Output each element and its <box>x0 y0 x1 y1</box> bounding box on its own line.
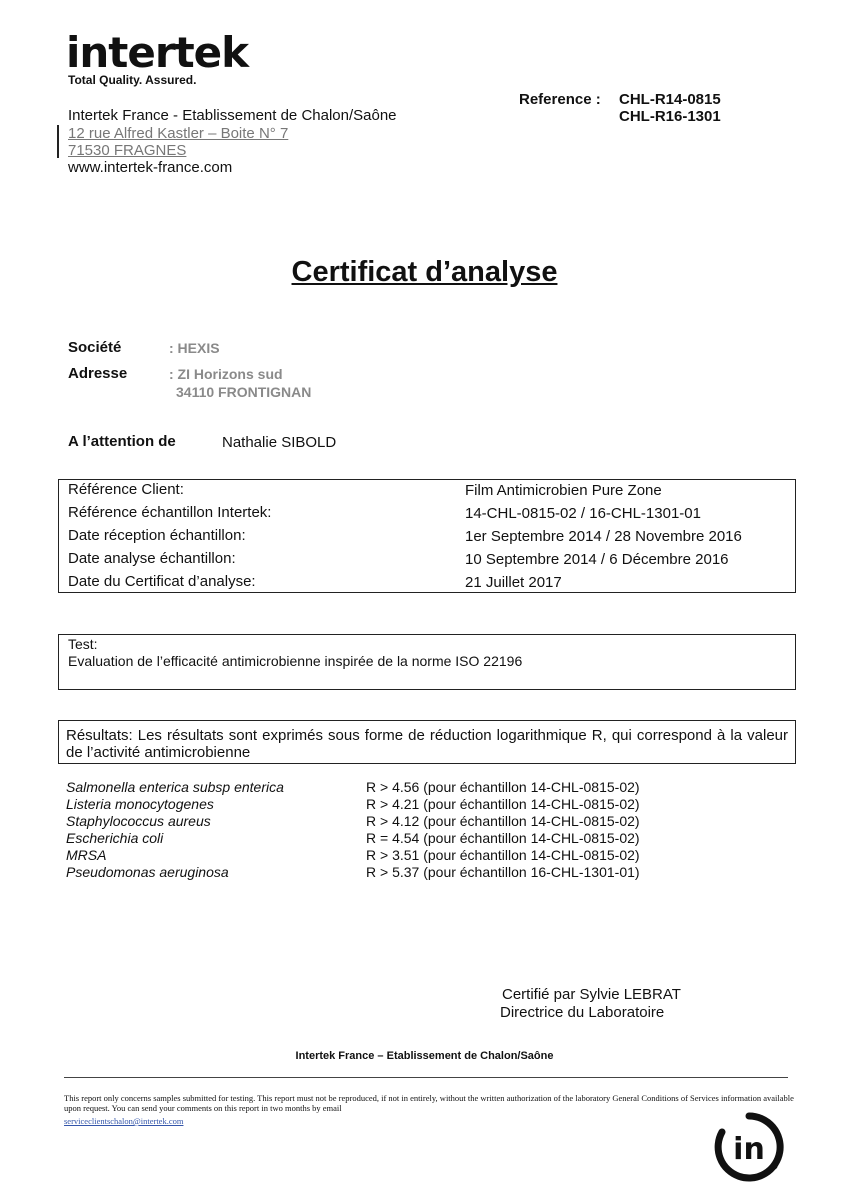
organism-result: R > 5.37 (pour échantillon 16-CHL-1301-01) <box>366 864 640 880</box>
organism-result: R > 3.51 (pour échantillon 14-CHL-0815-02) <box>366 847 640 863</box>
organism-name: MRSA <box>66 847 107 863</box>
intertek-badge-icon <box>712 1110 786 1184</box>
organism-result: R > 4.21 (pour échantillon 14-CHL-0815-02) <box>366 796 640 812</box>
info-label-certificate-date: Date du Certificat d’analyse: <box>68 573 256 590</box>
lab-name: Intertek France - Etablissement de Chalon/Saône <box>68 107 397 124</box>
info-label-client-ref: Référence Client: <box>68 481 184 498</box>
footer-disclaimer: This report only concerns samples submitted for testing. This report must not be reproduced, if not in entirely, without the written authorization of the laboratory General Conditions of Services information available upon request. You can send your comments on this report in two months by email <box>64 1093 794 1113</box>
attention-label: A l’attention de <box>68 433 176 450</box>
reference-value-1: CHL-R14-0815 <box>619 91 721 108</box>
results-intro: Résultats: Les résultats sont exprimés sous forme de réduction logarithmique R, qui correspond à la valeur de l’activité antimicrobienne <box>66 727 788 761</box>
document-title: Certificat d’analyse <box>291 256 558 288</box>
organism-result: R > 4.12 (pour échantillon 14-CHL-0815-02) <box>366 813 640 829</box>
organism-result: R > 4.56 (pour échantillon 14-CHL-0815-02) <box>366 779 640 795</box>
signature-title: Directrice du Laboratoire <box>500 1004 665 1021</box>
info-label-reception-date: Date réception échantillon: <box>68 527 246 544</box>
adresse-line2: 34110 FRONTIGNAN <box>176 384 312 400</box>
organism-name: Salmonella enterica subsp enterica <box>66 779 284 795</box>
info-value-certificate-date: 21 Juillet 2017 <box>465 574 562 591</box>
info-value-analysis-date: 10 Septembre 2014 / 6 Décembre 2016 <box>465 551 729 568</box>
organism-name: Pseudomonas aeruginosa <box>66 864 229 880</box>
test-label: Test: <box>68 636 98 652</box>
address-city: 71530 FRAGNES <box>68 142 187 159</box>
intertek-logo: intertek <box>66 28 249 77</box>
attention-value: Nathalie SIBOLD <box>222 434 337 451</box>
footer-email-link[interactable]: serviceclientschalon@intertek.com <box>64 1116 184 1126</box>
footer-organization: Intertek France – Etablissement de Chalon/Saône <box>295 1050 554 1062</box>
info-value-client-ref: Film Antimicrobien Pure Zone <box>465 482 662 499</box>
test-description: Evaluation de l’efficacité antimicrobienne inspirée de la norme ISO 22196 <box>68 653 523 669</box>
logo-tagline: Total Quality. Assured. <box>68 73 197 87</box>
organism-result: R = 4.54 (pour échantillon 14-CHL-0815-02) <box>366 830 640 846</box>
adresse-line1: : ZI Horizons sud <box>169 366 283 382</box>
website: www.intertek-france.com <box>68 159 233 176</box>
reference-label: Reference : <box>519 91 601 108</box>
info-label-sample-ref: Référence échantillon Intertek: <box>68 504 272 521</box>
info-label-analysis-date: Date analyse échantillon: <box>68 550 236 567</box>
societe-value: : HEXIS <box>169 340 220 356</box>
footer-divider <box>64 1077 788 1078</box>
badge-letters: in <box>733 1132 765 1167</box>
info-value-reception-date: 1er Septembre 2014 / 28 Novembre 2016 <box>465 528 742 545</box>
info-value-sample-ref: 14-CHL-0815-02 / 16-CHL-1301-01 <box>465 505 701 522</box>
organism-name: Staphylococcus aureus <box>66 813 211 829</box>
societe-label: Société <box>68 339 122 356</box>
address-street: 12 rue Alfred Kastler – Boite N° 7 <box>68 125 289 142</box>
organism-name: Escherichia coli <box>66 830 164 846</box>
reference-value-2: CHL-R16-1301 <box>619 108 721 125</box>
signature-certified-by: Certifié par Sylvie LEBRAT <box>502 986 681 1003</box>
address-margin-bar <box>57 125 59 158</box>
organism-name: Listeria monocytogenes <box>66 796 214 812</box>
adresse-label: Adresse <box>68 365 128 382</box>
